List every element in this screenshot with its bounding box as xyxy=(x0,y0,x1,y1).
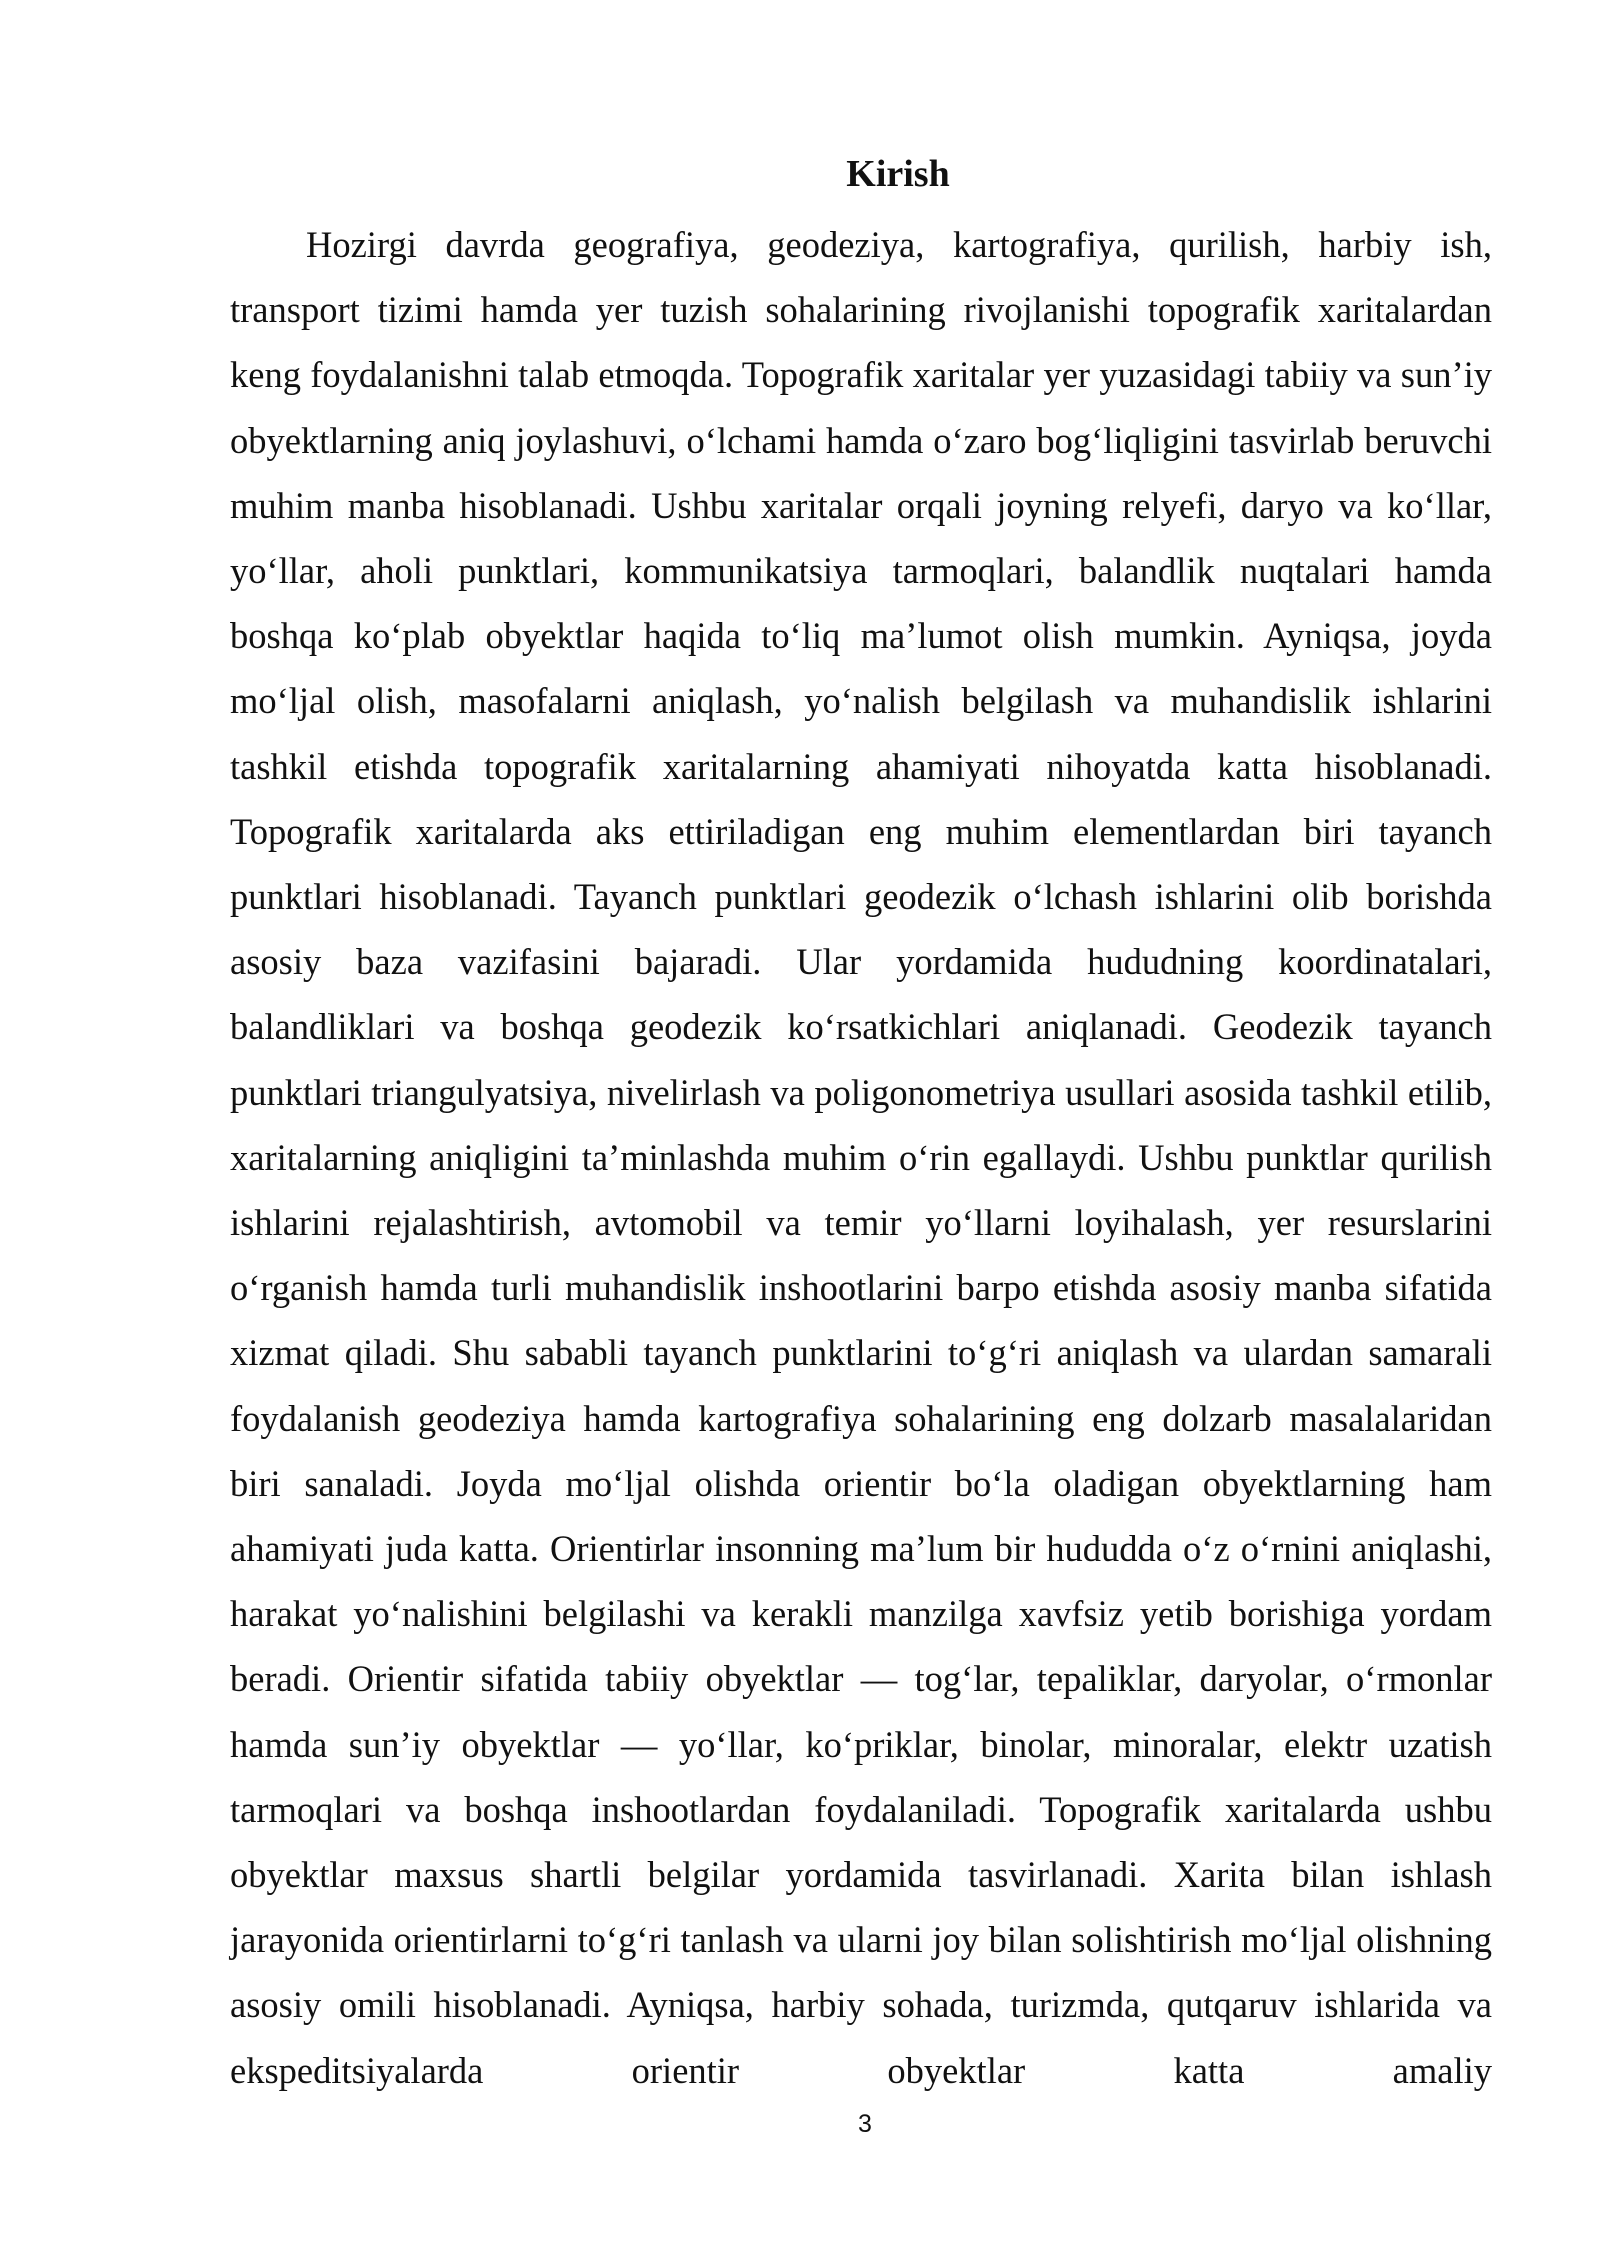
page-number: 3 xyxy=(858,2110,872,2138)
body-paragraph: Hozirgi davrda geografiya, geodeziya, kartografiya, qurilish, harbiy ish, transport tizimi hamda yer tuzish sohalarining rivojlanishi topografik xaritalardan keng foydalanishni talab etmoqda. Topografik xaritalar yer yuzasidagi tabiiy va sun’iy obyektlarning aniq joylashuvi, o‘lchami hamda o‘zaro bog‘liqligini tasvirlab beruvchi muhim manba hisoblanadi. Ushbu xaritalar orqali joyning relyefi, daryo va ko‘llar, yo‘llar, aholi punktlari, kommunikatsiya tarmoqlari, balandlik nuqtalari hamda boshqa ko‘plab obyektlar haqida to‘liq ma’lumot olish mumkin. Ayniqsa, joyda mo‘ljal olish, masofalarni aniqlash, yo‘nalish belgilash va muhandislik ishlarini tashkil etishda topografik xaritalarning ahamiyati nihoyatda katta hisoblanadi. Topografik xaritalarda aks ettiriladigan eng muhim elementlardan biri tayanch punktlari hisoblanadi. Tayanch punktlari geodezik o‘lchash ishlarini olib borishda asosiy baza vazifasini bajaradi. Ular yordamida hududning koordinatalari, balandliklari va boshqa geodezik ko‘rsatkichlari aniqlanadi. Geodezik tayanch punktlari triangulyatsiya, nivelirlash va poligonometriya usullari asosida tashkil etilib, xaritalarning aniqligini ta’minlashda muhim o‘rin egallaydi. Ushbu punktlar qurilish ishlarini rejalashtirish, avtomobil va temir yo‘llarni loyihalash, yer resurslarini o‘rganish hamda turli muhandislik inshootlarini barpo etishda asosiy manba sifatida xizmat qiladi. Shu sababli tayanch punktlarini to‘g‘ri aniqlash va ulardan samarali foydalanish geodeziya hamda kartografiya sohalarining eng dolzarb masalalaridan biri sanaladi. Joyda mo‘ljal olishda orientir bo‘la oladigan obyektlarning ham ahamiyati juda katta. Orientirlar insonning ma’lum bir hududda o‘z o‘rnini aniqlashi, harakat yo‘nalishini belgilashi va kerakli manzilga xavfsiz yetib borishiga yordam beradi. Orientir sifatida tabiiy obyektlar — tog‘lar, tepaliklar, daryolar, o‘rmonlar hamda sun’iy obyektlar — yo‘llar, ko‘priklar, binolar, minoralar, elektr uzatish tarmoqlari va boshqa inshootlardan foydalaniladi. Topografik xaritalarda ushbu obyektlar maxsus shartli belgilar yordamida tasvirlanadi. Xarita bilan ishlash jarayonida orientirlarni to‘g‘ri tanlash va ularni joy bilan solishtirish mo‘ljal olishning asosiy omili hisoblanadi. Ayniqsa, harbiy sohada, turizmda, qutqaruv ishlarida va ekspeditsiyalarda orientir obyektlar katta amaliy xyxy=(230,224,1492,2091)
section-title: Kirish xyxy=(846,153,950,195)
